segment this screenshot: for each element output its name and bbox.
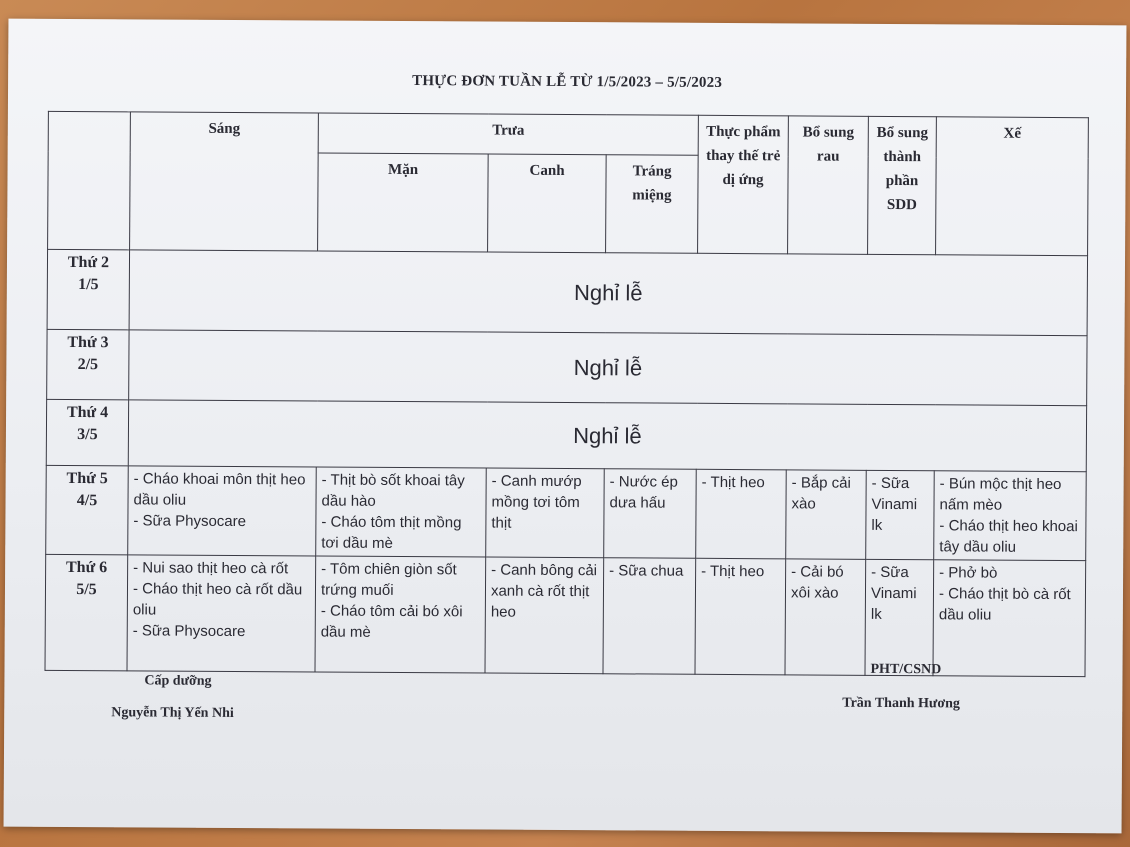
man-cell: - Thịt bò sốt khoai tây dầu hào - Cháo tôm thịt mồng tơi dầu mè (316, 467, 487, 557)
left-signature-name: Nguyễn Thị Yến Nhi (111, 705, 234, 721)
sdd-cell: - Sữa Vinami lk (865, 559, 934, 675)
table-row (46, 465, 1087, 560)
sang-cell: - Nui sao thịt heo cà rốt - Cháo thịt heo cà rốt dầu oliu - Sữa Physocare (127, 555, 316, 672)
header-bo-sung-rau: Bổ sung rau (788, 116, 869, 254)
header-thay-the: Thực phẩm thay thế trẻ dị ứng (698, 115, 789, 254)
header-bo-sung-sdd: Bổ sung thành phần SDD (868, 116, 937, 254)
day-cell: Thứ 2 1/5 (47, 249, 129, 329)
table-row (47, 329, 1087, 405)
trang-mieng-cell: - Nước ép dưa hấu (604, 469, 697, 559)
canh-cell: - Canh mướp mồng tơi tôm thịt (486, 468, 605, 558)
header-trua: Trưa (318, 113, 698, 155)
header-man: Mặn (318, 153, 489, 252)
canh-cell: - Canh bông cải xanh cà rốt thịt heo (485, 557, 604, 674)
menu-sheet (4, 19, 1127, 834)
xe-cell: - Phở bò - Cháo thịt bò cà rốt dầu oliu (933, 560, 1086, 677)
weekly-menu-table (44, 111, 1088, 677)
thay-the-cell: - Thịt heo (696, 469, 787, 559)
holiday-cell: Nghỉ lễ (129, 250, 1088, 336)
header-sang: Sáng (130, 112, 319, 251)
corner-cell (48, 111, 131, 249)
holiday-cell: Nghỉ lễ (128, 400, 1086, 472)
sdd-cell: - Sữa Vinami lk (866, 470, 935, 559)
table-row (45, 554, 1086, 676)
xe-cell: - Bún mộc thịt heo nấm mèo - Cháo thịt heo khoai tây dầu oliu (934, 471, 1087, 561)
right-signature-title: PHT/CSND (870, 661, 942, 678)
day-cell: Thứ 3 2/5 (47, 329, 129, 399)
holiday-cell: Nghỉ lễ (129, 330, 1087, 406)
day-cell: Thứ 6 5/5 (45, 554, 128, 670)
thay-the-cell: - Thịt heo (695, 558, 786, 675)
man-cell: - Tôm chiên giòn sốt trứng muối - Cháo tôm cải bó xôi dầu mè (315, 556, 486, 673)
header-xe: Xế (936, 117, 1089, 256)
table-row (46, 399, 1086, 471)
rau-cell: - Bắp cải xào (786, 470, 867, 559)
right-signature-name: Trần Thanh Hương (842, 695, 960, 712)
header-trang-mieng: Tráng miệng (606, 155, 699, 254)
rau-cell: - Cải bó xôi xào (785, 559, 866, 675)
trang-mieng-cell: - Sữa chua (603, 558, 696, 675)
day-cell: Thứ 5 4/5 (46, 465, 129, 554)
page-title: THỰC ĐƠN TUẦN LỄ TỪ 1/5/2023 – 5/5/2023 (412, 73, 723, 91)
sang-cell: - Cháo khoai môn thịt heo dầu oliu - Sữa Physocare (128, 466, 317, 556)
header-canh: Canh (488, 154, 607, 253)
day-cell: Thứ 4 3/5 (46, 399, 128, 465)
table-row (47, 249, 1088, 335)
left-signature-title: Cấp dưỡng (144, 673, 212, 689)
